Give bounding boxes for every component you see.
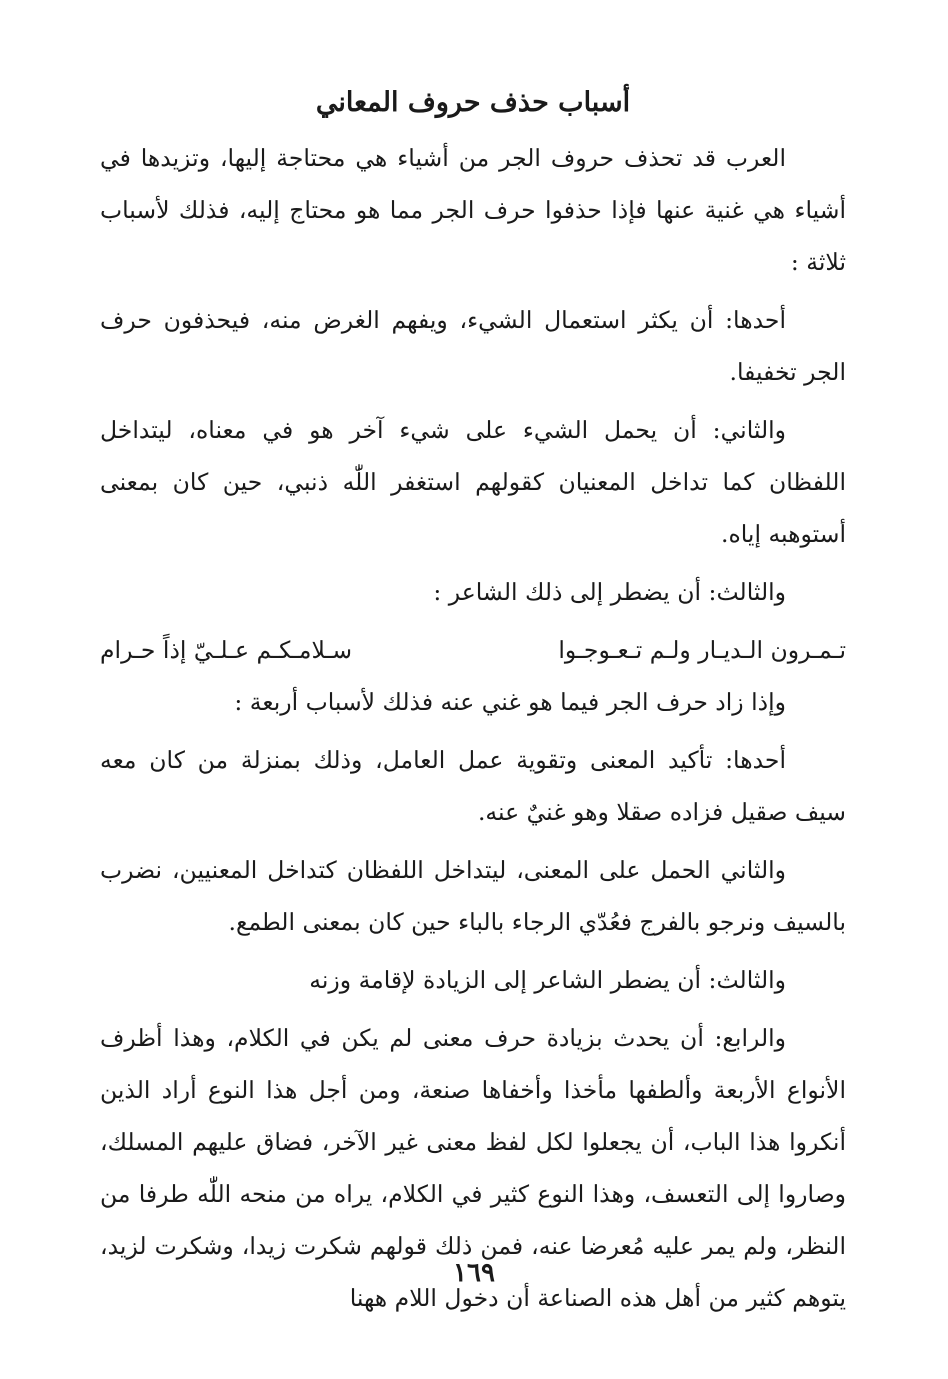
poem-verse (100, 624, 846, 676)
paragraph-addition-fourth: والرابع: أن يحدث بزيادة حرف معنى لم يكن في الكلام، وهذا أظرف الأنواع الأربعة وألطفها مأخذا وأخفاها صنعة، ومن أجل هذا النوع أراد الذين أنكروا هذا الباب، أن يجعلوا لكل لفظ معنى غير الآخر، فضاق عليهم المسلك، وصاروا إلى التعسف، وهذا النوع كثير في الكلام، يراه من منحه اللّٰه طرفا من النظر، ولم يمر عليه مُعرضا عنه، فمن ذلك قولهم شكرت زيدا، وشكرت لزيد، يتوهم كثير من أهل هذه الصناعة أن دخول اللام ههنا (100, 1024, 846, 1312)
paragraph-first-reason: أحدها: أن يكثر استعمال الشيء، ويفهم الغرض منه، فيحذفون حرف الجر تخفيفا. (100, 306, 846, 386)
paragraph-addition-third: والثالث: أن يضطر الشاعر إلى الزيادة لإقامة وزنه (309, 966, 786, 994)
paragraph-second-reason: والثاني: أن يحمل الشيء على شيء آخر هو في معناه، ليتداخل اللفظان كما تداخل المعنيان كقولهم استغفر اللّٰه ذنبي، حين كان بمعنى أستوهبه إياه. (100, 416, 846, 548)
paragraph-third-reason: والثالث: أن يضطر إلى ذلك الشاعر : (433, 578, 786, 606)
paragraph-addition-intro: وإذا زاد حرف الجر فيما هو غني عنه فذلك لأسباب أربعة : (234, 688, 786, 716)
page-number: ١٦٩ (453, 1258, 495, 1288)
poem-hemistich-first: تـمـرون الـديـار ولـم تـعـوجـوا (558, 636, 846, 664)
paragraph-addition-second: والثاني الحمل على المعنى، ليتداخل اللفظان كتداخل المعنيين، نضرب بالسيف ونرجو بالفرج فعُدّي الرجاء بالباء حين كان بمعنى الطمع. (100, 856, 846, 936)
page-body (100, 78, 846, 1330)
chapter-title: أسباب حذف حروف المعاني (315, 87, 631, 118)
poem-hemistich-second: سـلامـكـم عـلـيّ إذاً حـرام (100, 636, 353, 664)
paragraph-intro: العرب قد تحذف حروف الجر من أشياء هي محتاجة إليها، وتزيدها في أشياء هي غنية عنها فإذا حذفوا حرف الجر مما هو محتاج إليه، فذلك لأسباب ثلاثة : (100, 144, 846, 276)
paragraph-addition-first: أحدها: تأكيد المعنى وتقوية عمل العامل، وذلك بمنزلة من كان معه سيف صقيل فزاده صقلا وهو غنيٌ عنه. (100, 746, 846, 826)
